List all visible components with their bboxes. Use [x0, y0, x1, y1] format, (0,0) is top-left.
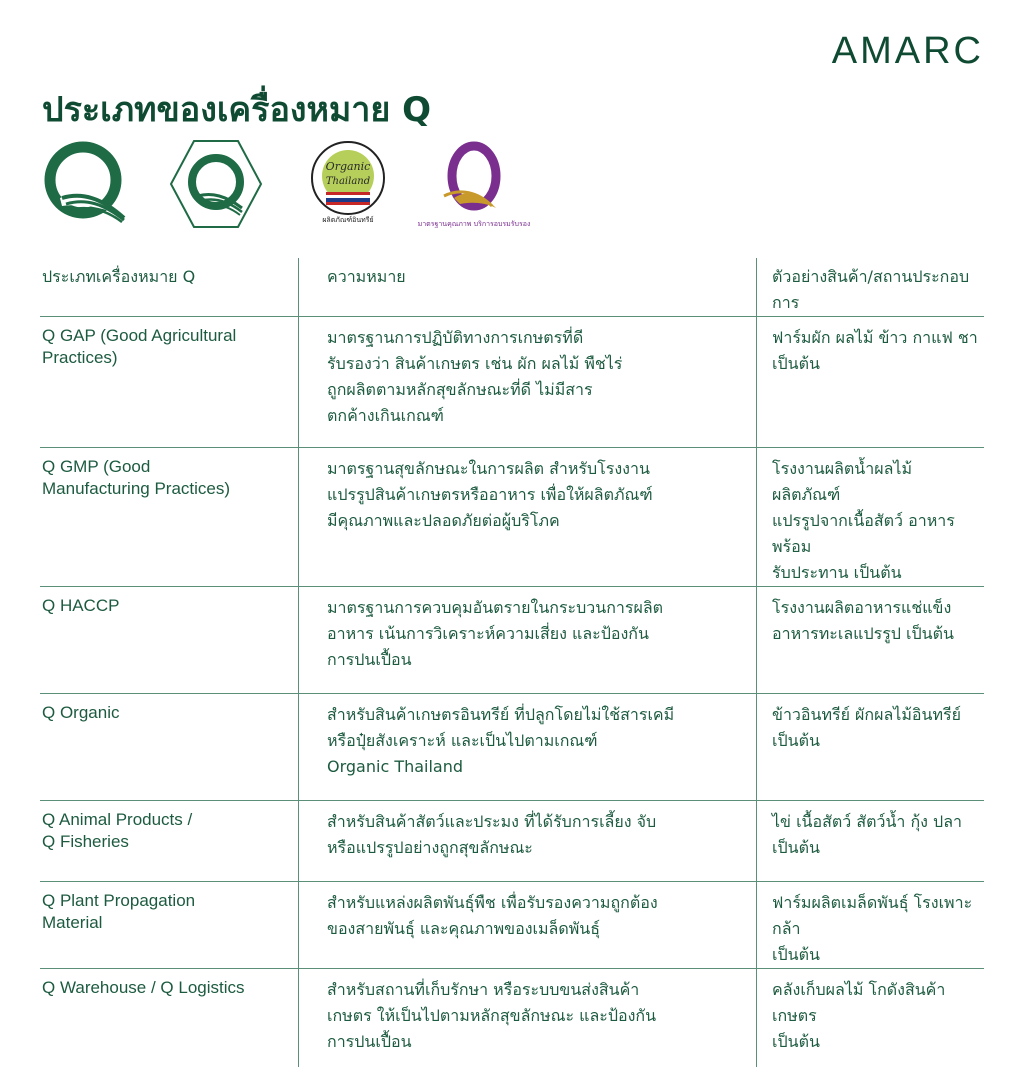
cell-meaning-line: Organic Thailand [327, 754, 748, 780]
cell-example [757, 969, 985, 1067]
cell-meaning-line: เกษตร ให้เป็นไปตามหลักสุขลักษณะ และป้องกัน [327, 1003, 748, 1029]
table-row [40, 882, 984, 969]
cell-meaning-line: หรือปุ๋ยสังเคราะห์ และเป็นไปตามเกณฑ์ [327, 728, 748, 754]
cell-type-line: Q GMP (Good [42, 456, 288, 478]
cell-example-line: โรงงานผลิตอาหารแช่แข็ง [772, 595, 984, 621]
cell-type [40, 882, 299, 969]
cell-type [40, 448, 299, 587]
cell-type-line: Q Organic [42, 702, 288, 724]
cell-meaning [299, 801, 757, 882]
cell-example-line: เป็นต้น [772, 351, 984, 377]
cell-example [757, 801, 985, 882]
cell-meaning-line: แปรรูปสินค้าเกษตรหรืออาหาร เพื่อให้ผลิตภัณฑ์ [327, 482, 748, 508]
q-service-purple-icon [430, 142, 514, 238]
cell-meaning-line: ของสายพันธุ์ และคุณภาพของเมล็ดพันธุ์ [327, 916, 748, 942]
cell-example-line: โรงงานผลิตน้ำผลไม้ ผลิตภัณฑ์ [772, 456, 984, 508]
cell-example-line: เป็นต้น [772, 835, 984, 861]
q-mark-logos [40, 140, 560, 240]
table-row [40, 801, 984, 882]
cell-meaning-line: มาตรฐานการปฏิบัติทางการเกษตรที่ดี [327, 325, 748, 351]
cell-meaning-line: ถูกผลิตตามหลักสุขลักษณะที่ดี ไม่มีสาร [327, 377, 748, 403]
cell-meaning [299, 882, 757, 969]
cell-meaning-line: มาตรฐานการควบคุมอันตรายในกระบวนการผลิต [327, 595, 748, 621]
cell-example [757, 448, 985, 587]
cell-meaning-line: สำหรับสถานที่เก็บรักษา หรือระบบขนส่งสินค้า [327, 977, 748, 1003]
cell-example-line: ไข่ เนื้อสัตว์ สัตว์น้ำ กุ้ง ปลา [772, 809, 984, 835]
cell-type-line: Practices) [42, 347, 288, 369]
cell-type [40, 969, 299, 1067]
cell-example-line: คลังเก็บผลไม้ โกดังสินค้าเกษตร [772, 977, 984, 1029]
table-row [40, 448, 984, 587]
cell-type [40, 694, 299, 801]
cell-type [40, 801, 299, 882]
cell-meaning [299, 694, 757, 801]
cell-type-line: Q Animal Products / [42, 809, 288, 831]
header-meaning: ความหมาย [299, 258, 757, 317]
cell-example-line: แปรรูปจากเนื้อสัตว์ อาหารพร้อม [772, 508, 984, 560]
cell-type-line: Q GAP (Good Agricultural [42, 325, 288, 347]
page-title: ประเภทของเครื่องหมาย Q [42, 82, 431, 136]
cell-meaning [299, 969, 757, 1067]
organic-label: Organic [326, 160, 371, 173]
cell-meaning-line: สำหรับสินค้าเกษตรอินทรีย์ ที่ปลูกโดยไม่ใช้สารเคมี [327, 702, 748, 728]
cell-meaning-line: ตกค้างเกินเกณฑ์ [327, 403, 748, 429]
cell-example-line: เป็นต้น [772, 1029, 984, 1055]
q-mark-hexagon-icon [168, 138, 264, 230]
cell-example [757, 694, 985, 801]
q-mark-round-icon [40, 140, 126, 226]
cell-meaning-line: สำหรับแหล่งผลิตพันธุ์พืช เพื่อรับรองความถูกต้อง [327, 890, 748, 916]
cell-type-line: Manufacturing Practices) [42, 478, 288, 500]
cell-meaning [299, 317, 757, 448]
cell-meaning-line: การปนเปื้อน [327, 647, 748, 673]
cell-meaning-line: สำหรับสินค้าสัตว์และประมง ที่ได้รับการเลี้ยง จับ [327, 809, 748, 835]
header-example: ตัวอย่างสินค้า/สถานประกอบการ [757, 258, 985, 317]
cell-example-line: ฟาร์มผัก ผลไม้ ข้าว กาแฟ ชา [772, 325, 984, 351]
organic-thailand-icon [306, 140, 390, 226]
cell-meaning [299, 587, 757, 694]
cell-type-line: Q HACCP [42, 595, 288, 617]
cell-meaning-line: การปนเปื้อน [327, 1029, 748, 1055]
cell-type-line: Q Fisheries [42, 831, 288, 853]
table-row [40, 317, 984, 448]
q-mark-table [40, 258, 984, 1067]
cell-example-line: ข้าวอินทรีย์ ผักผลไม้อินทรีย์ [772, 702, 984, 728]
table-row [40, 969, 984, 1067]
cell-example [757, 882, 985, 969]
cell-meaning-line: หรือแปรรูปอย่างถูกสุขลักษณะ [327, 835, 748, 861]
thailand-label: Thailand [326, 176, 370, 187]
cell-example [757, 587, 985, 694]
cell-meaning-line: มีคุณภาพและปลอดภัยต่อผู้บริโภค [327, 508, 748, 534]
cell-meaning-line: มาตรฐานสุขลักษณะในการผลิต สำหรับโรงงาน [327, 456, 748, 482]
cell-example-line: เป็นต้น [772, 728, 984, 754]
cell-example-line: เป็นต้น [772, 942, 984, 968]
cell-type [40, 587, 299, 694]
service-label: มาตรฐานคุณภาพ บริการอบรมรับรอง [418, 220, 531, 228]
cell-meaning [299, 448, 757, 587]
table-header-row [40, 258, 984, 317]
cell-type-line: Q Warehouse / Q Logistics [42, 977, 288, 999]
cell-type-line: Material [42, 912, 288, 934]
brand-logo: AMARC [832, 30, 984, 73]
table-row [40, 694, 984, 801]
cell-type-line: Q Plant Propagation [42, 890, 288, 912]
cell-example-line: รับประทาน เป็นต้น [772, 560, 984, 586]
cell-example-line: อาหารทะเลแปรรูป เป็นต้น [772, 621, 984, 647]
cell-type [40, 317, 299, 448]
cell-example-line: ฟาร์มผลิตเมล็ดพันธุ์ โรงเพาะกล้า [772, 890, 984, 942]
cell-meaning-line: อาหาร เน้นการวิเคราะห์ความเสี่ยง และป้องกัน [327, 621, 748, 647]
cell-meaning-line: รับรองว่า สินค้าเกษตร เช่น ผัก ผลไม้ พืชไร่ [327, 351, 748, 377]
header-type: ประเภทเครื่องหมาย Q [40, 258, 299, 317]
organic-product-label: ผลิตภัณฑ์อินทรีย์ [322, 216, 373, 224]
table-row [40, 587, 984, 694]
cell-example [757, 317, 985, 448]
